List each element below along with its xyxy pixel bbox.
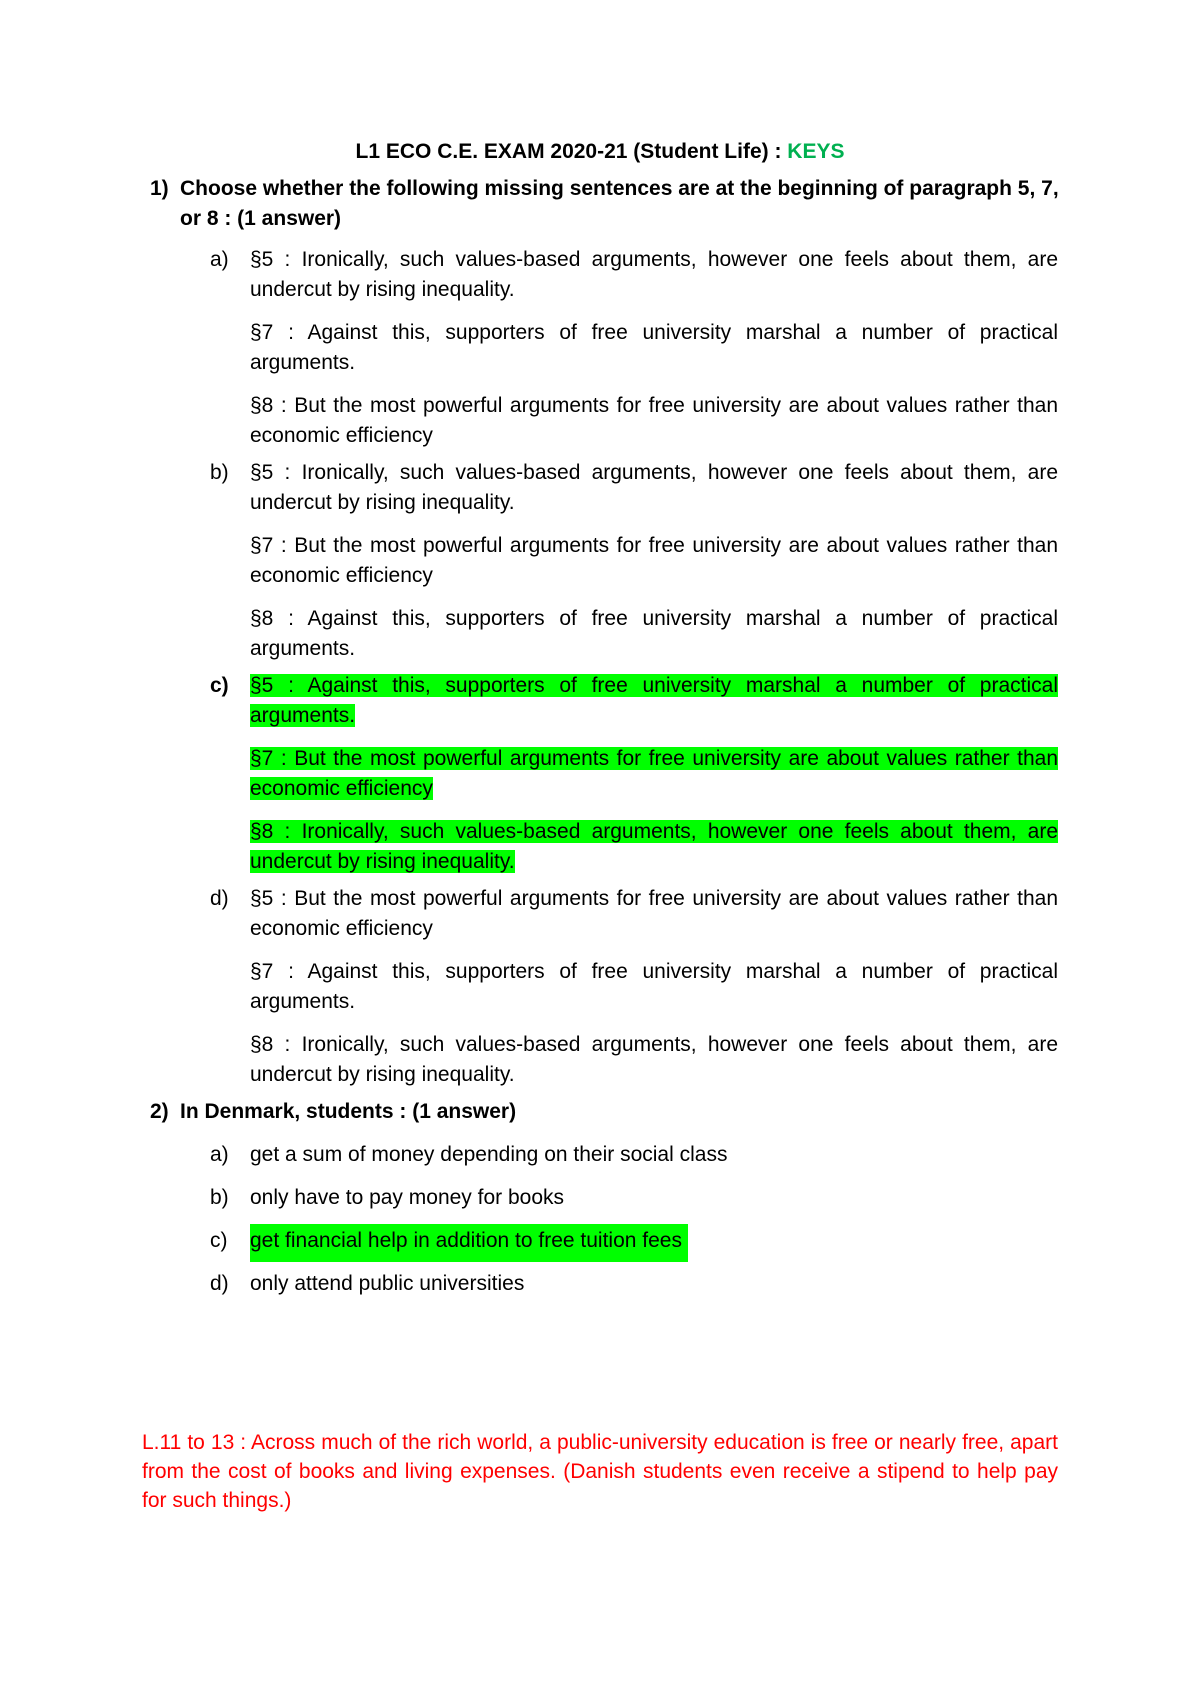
question-1-number: 1) — [150, 177, 169, 200]
q1-option-d — [210, 884, 1058, 1090]
q2-option-b — [210, 1183, 1058, 1213]
q2-option-a — [210, 1140, 1058, 1170]
q1-option-d-label: d) — [210, 887, 229, 910]
title-keys: KEYS — [787, 140, 845, 163]
q1-option-d-line-2: §7 : Against this, supporters of free university marshal a number of practical arguments. — [250, 960, 1058, 1013]
q1-option-a-line-1: §5 : Ironically, such values-based arguments, however one feels about them, are undercut by rising inequality. — [250, 248, 1058, 301]
source-reference-note: L.11 to 13 : Across much of the rich world, a public-university education is free or nearly free, apart from the cost of books and living expenses. (Danish students even receive a stipend to help pay for such things.) — [142, 1431, 1058, 1512]
q2-option-a-label: a) — [210, 1143, 229, 1166]
q1-option-d-line-3: §8 : Ironically, such values-based arguments, however one feels about them, are undercut by rising inequality. — [250, 1033, 1058, 1086]
question-1-text: Choose whether the following missing sentences are at the beginning of paragraph 5, 7, or 8 : (1 answer) — [180, 177, 1059, 230]
q2-option-d-text: only attend public universities — [250, 1272, 525, 1295]
question-2-number: 2) — [150, 1100, 169, 1123]
q1-option-c-label: c) — [210, 674, 229, 697]
q2-option-b-text: only have to pay money for books — [250, 1186, 565, 1209]
question-2-text: In Denmark, students : (1 answer) — [180, 1100, 517, 1123]
q2-option-a-text: get a sum of money depending on their social class — [250, 1143, 728, 1166]
q2-option-c-text: get financial help in addition to free tuition fees — [250, 1224, 688, 1262]
q1-option-c — [210, 671, 1058, 877]
title-main: L1 ECO C.E. EXAM 2020-21 (Student Life) : — [355, 140, 788, 163]
q1-option-a — [210, 245, 1058, 451]
q1-option-c-line-2: §7 : But the most powerful arguments for free university are about values rather than economic efficiency — [250, 747, 1058, 800]
q2-option-d-label: d) — [210, 1272, 229, 1295]
page-title — [0, 140, 1200, 164]
q1-option-c-line-1: §5 : Against this, supporters of free university marshal a number of practical arguments. — [250, 674, 1058, 727]
q1-option-b-line-2: §7 : But the most powerful arguments for free university are about values rather than economic efficiency — [250, 534, 1058, 587]
q1-option-b-label: b) — [210, 461, 229, 484]
q2-option-b-label: b) — [210, 1186, 229, 1209]
q1-option-d-line-1: §5 : But the most powerful arguments for free university are about values rather than economic efficiency — [250, 887, 1058, 940]
q1-option-a-line-2: §7 : Against this, supporters of free university marshal a number of practical arguments. — [250, 321, 1058, 374]
q1-option-a-label: a) — [210, 248, 229, 271]
q1-option-a-line-3: §8 : But the most powerful arguments for free university are about values rather than economic efficiency — [250, 394, 1058, 447]
q2-option-c — [210, 1226, 1058, 1256]
question-2 — [150, 1097, 1060, 1127]
q1-option-c-line-3: §8 : Ironically, such values-based arguments, however one feels about them, are undercut by rising inequality. — [250, 820, 1058, 873]
q1-option-b-line-3: §8 : Against this, supporters of free university marshal a number of practical arguments. — [250, 607, 1058, 660]
q2-option-d — [210, 1269, 1058, 1299]
q1-option-b — [210, 458, 1058, 664]
q1-option-b-line-1: §5 : Ironically, such values-based arguments, however one feels about them, are undercut by rising inequality. — [250, 461, 1058, 514]
question-1 — [150, 174, 1060, 234]
q2-option-c-label: c) — [210, 1229, 228, 1252]
